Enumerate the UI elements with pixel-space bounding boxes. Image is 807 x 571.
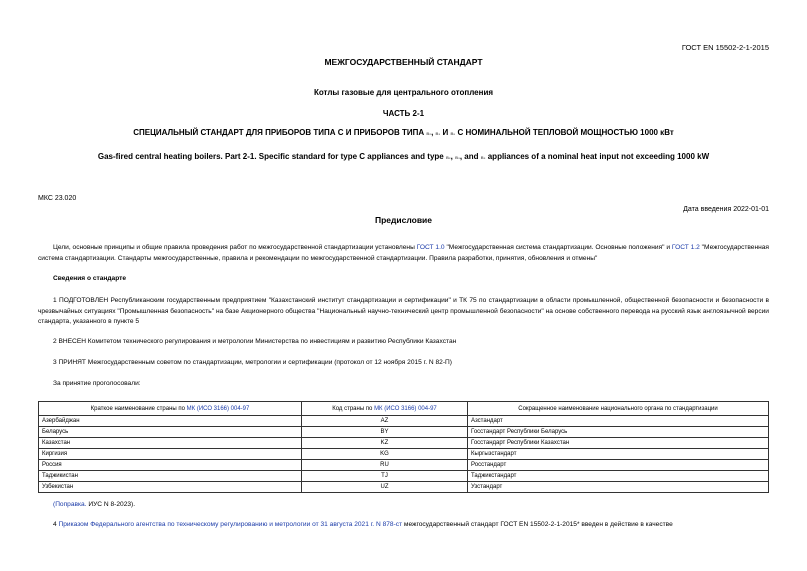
gost-1-2-link[interactable]: ГОСТ 1.2: [671, 244, 700, 251]
table-header-row: [39, 402, 769, 416]
mk-iso-link[interactable]: МК (ИСО 3166) 004-97: [374, 405, 437, 412]
formula-symbol: B₃: [435, 131, 441, 136]
effective-date: Дата введения 2022-01-01: [683, 206, 769, 213]
mk-iso-link[interactable]: МК (ИСО 3166) 004-97: [186, 405, 250, 412]
table-row: [39, 460, 769, 471]
table-row: [39, 416, 769, 427]
part-title: ЧАСТЬ 2-1: [382, 109, 425, 118]
cell-country: Киргизия: [39, 449, 302, 460]
table-row: [39, 482, 769, 493]
paragraph-4: [38, 520, 769, 531]
cell-code: KG: [302, 449, 468, 460]
header-text: Код страны по: [332, 405, 375, 412]
cell-country: Россия: [39, 460, 302, 471]
title-ru: Котлы газовые для центрального отопления: [313, 88, 494, 97]
gost-1-0-link[interactable]: ГОСТ 1.0: [416, 244, 445, 251]
subtitle-ru-text-b: С НОМИНАЛЬНОЙ ТЕПЛОВОЙ МОЩНОСТЬЮ 1000 кВт: [457, 128, 674, 137]
amendment-link[interactable]: (Поправка.: [53, 501, 87, 508]
subtitle-en-and: and: [464, 152, 479, 161]
formula-symbol: B₅: [480, 155, 486, 160]
voting-table: [38, 401, 769, 493]
formula-symbol: B₅: [450, 131, 456, 136]
paragraph-2: 2 ВНЕСЕН Комитетом технического регулирования и метрологии Министерства по инвестициям и развитию Республики Казахстан: [53, 338, 457, 345]
column-header-code: [302, 402, 468, 416]
cell-country: Казахстан: [39, 438, 302, 449]
info-heading: Сведения о стандарте: [53, 275, 127, 282]
table-row: [39, 471, 769, 482]
cell-body: Госстандарт Республики Казахстан: [468, 438, 769, 449]
paragraph-4-number: 4: [53, 521, 59, 528]
table-row: [39, 427, 769, 438]
cell-country: Узбекистан: [39, 482, 302, 493]
order-link[interactable]: Приказом Федерального агентства по техническому регулированию и метрологии от 31 августа 2021 г. N 878-ст: [58, 521, 403, 528]
cell-body: Кыргызстандарт: [468, 449, 769, 460]
cell-code: AZ: [302, 416, 468, 427]
header-text: Краткое наименование страны по: [90, 405, 187, 412]
goals-text: "Межгосударственная система стандартизации. Основные положения" и: [444, 244, 672, 251]
cell-country: Беларусь: [39, 427, 302, 438]
formula-symbol: B₃: [455, 155, 460, 160]
voted-label: За принятие проголосовали:: [53, 380, 141, 387]
cell-country: Таджикистан: [39, 471, 302, 482]
subtitle-en-text-a: Gas-fired central heating boilers. Part 2-1. Specific standard for type C appliances and type: [97, 152, 444, 161]
goals-text: "Межгосударственная система стандартизации. Стандарты межгосударственные, правила и рекомендации по межгосударственной стандартизации. Правила разработки, принятия, обновления и отмены": [38, 244, 769, 262]
goals-paragraph: [38, 243, 769, 264]
cell-country: Азербайджан: [39, 416, 302, 427]
goals-text: Цели, основные принципы и общие правила проведения работ по межгосударственной стандартизации установлены: [53, 244, 417, 251]
amendment-note: [38, 500, 769, 511]
subtitle-en: Gas-fired central heating boilers. Part 2-1. Specific standard for type C appliances and type B₂, B₃, and B₅ appliances of a nominal heat input not exceeding 1000 kW: [97, 152, 710, 161]
cell-code: UZ: [302, 482, 468, 493]
subtitle-en-text-b: appliances of a nominal heat input not exceeding 1000 kW: [487, 152, 710, 161]
paragraph-4-text: межгосударственный стандарт ГОСТ EN 15502-2-1-2015* введен в действие в качестве: [402, 521, 673, 528]
cell-code: BY: [302, 427, 468, 438]
table-row: [39, 449, 769, 460]
subtitle-ru: СПЕЦИАЛЬНЫЙ СТАНДАРТ ДЛЯ ПРИБОРОВ ТИПА С И ПРИБОРОВ ТИПА B₂, B₃ И B₅ С НОМИНАЛЬНОЙ ТЕПЛОВОЙ МОЩНОСТЬЮ 1000 кВт: [133, 128, 674, 137]
formula-symbol: B₂: [445, 155, 451, 160]
column-header-body: Сокращенное наименование национального органа по стандартизации: [468, 402, 769, 416]
cell-body: Узстандарт: [468, 482, 769, 493]
cell-body: Таджикстандарт: [468, 471, 769, 482]
cell-body: Росстандарт: [468, 460, 769, 471]
cell-body: Госстандарт Республики Беларусь: [468, 427, 769, 438]
mks-code: МКС 23.020: [38, 195, 77, 202]
column-header-country: [39, 402, 302, 416]
paragraph-3: 3 ПРИНЯТ Межгосударственным советом по стандартизации, метрологии и сертификации (протокол от 12 ноября 2015 г. N 82-П): [53, 359, 452, 366]
cell-code: RU: [302, 460, 468, 471]
cell-body: Азстандарт: [468, 416, 769, 427]
table-row: [39, 438, 769, 449]
document-code: ГОСТ EN 15502-2-1-2015: [681, 43, 769, 52]
cell-code: TJ: [302, 471, 468, 482]
subtitle-ru-text-a: СПЕЦИАЛЬНЫЙ СТАНДАРТ ДЛЯ ПРИБОРОВ ТИПА С И ПРИБОРОВ ТИПА: [133, 128, 425, 137]
standard-type: МЕЖГОСУДАРСТВЕННЫЙ СТАНДАРТ: [324, 57, 483, 67]
foreword-heading: Предисловие: [374, 215, 433, 225]
cell-code: KZ: [302, 438, 468, 449]
formula-symbol: B₂: [426, 131, 432, 136]
subtitle-ru-and: И: [442, 128, 449, 137]
paragraph-1: 1 ПОДГОТОВЛЕН Республиканским государственным предприятием "Казахстанский институт стандартизации и сертификации" и ТК 75 по стандартизации в области промышленной, общественной безопасности и безопасности в чрезвычайных ситуациях "Промышленная безопасность" на базе Акционерного общества "Национальный научно-технический центр промышленной безопасности" на основе собственного перевода на русский язык англоязычной версии стандарта, указанного в пункте 5: [38, 297, 769, 325]
amendment-text: ИУС N 8-2023).: [86, 501, 136, 508]
